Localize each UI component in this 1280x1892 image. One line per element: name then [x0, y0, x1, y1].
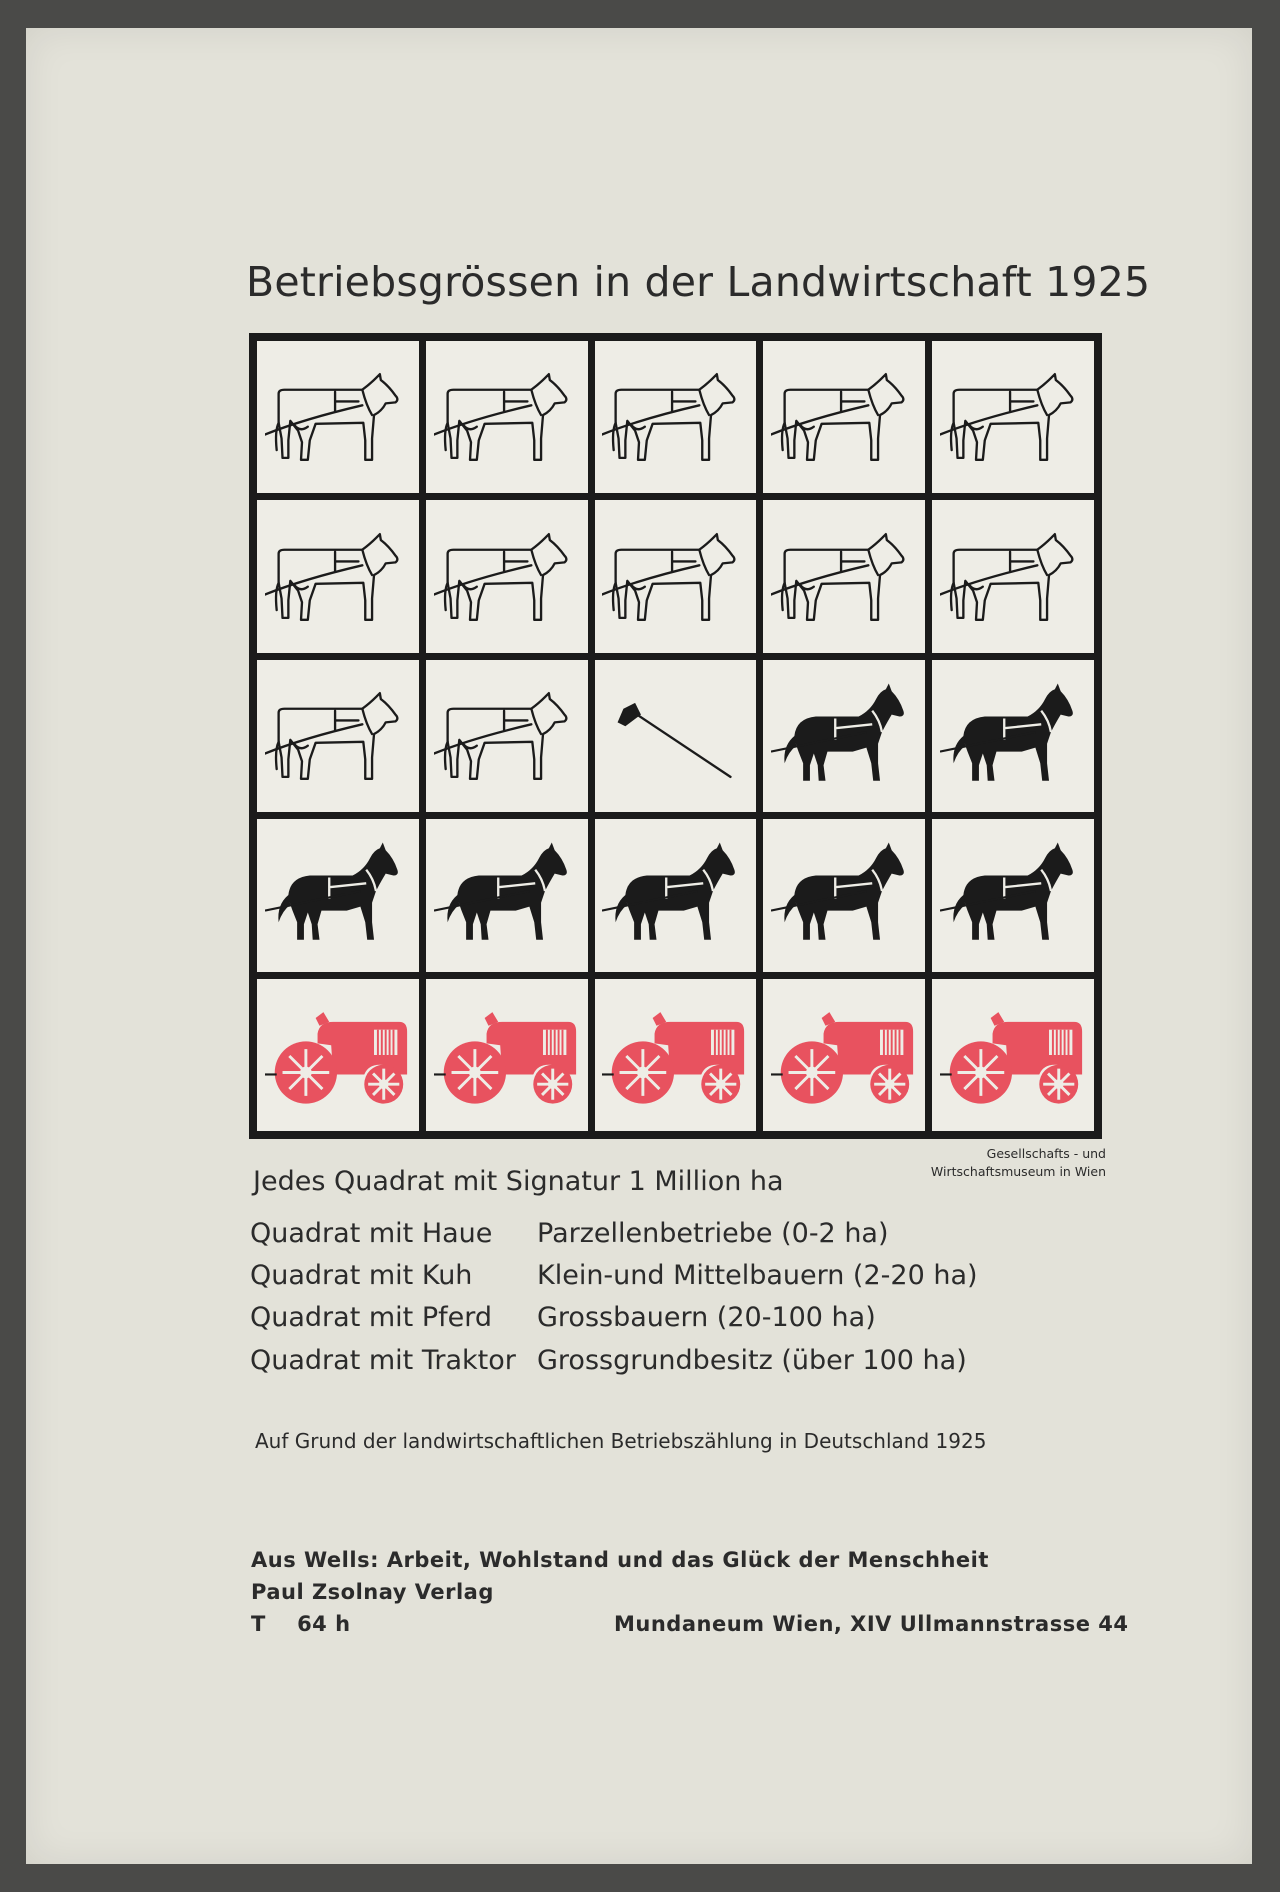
grid-cell-cow — [426, 660, 588, 812]
grid-cell-cow — [257, 660, 419, 812]
cow-icon — [602, 522, 748, 632]
grid-cell-cow — [595, 500, 757, 652]
grid-cell-tractor — [763, 979, 925, 1131]
grid-cell-cow — [763, 341, 925, 493]
legend-label: Quadrat mit Kuh — [250, 1260, 473, 1291]
grid-cell-cow — [426, 500, 588, 652]
horse-icon — [771, 681, 917, 791]
grid-cell-cow — [595, 341, 757, 493]
cow-icon — [940, 522, 1086, 632]
grid-cell-horse — [763, 819, 925, 971]
footer-publisher: Paul Zsolnay Verlag — [251, 1580, 494, 1604]
grid-cell-cow — [932, 341, 1094, 493]
grid-cell-tractor — [257, 979, 419, 1131]
tractor-icon — [265, 1000, 411, 1110]
legend-label: Quadrat mit Pferd — [250, 1302, 492, 1333]
legend-value: Grossgrundbesitz (über 100 ha) — [537, 1345, 967, 1376]
grid-cell-cow — [257, 500, 419, 652]
hoe-icon — [602, 681, 748, 791]
grid-cell-horse — [932, 660, 1094, 812]
sheet — [26, 28, 1252, 1864]
legend-value: Parzellenbetriebe (0-2 ha) — [537, 1218, 889, 1249]
footer-book: Aus Wells: Arbeit, Wohlstand und das Glück der Menschheit — [251, 1548, 989, 1572]
grid-cell-cow — [257, 341, 419, 493]
legend-value: Klein-und Mittelbauern (2-20 ha) — [537, 1260, 978, 1291]
pictogram-grid — [249, 333, 1102, 1139]
grid-cell-tractor — [932, 979, 1094, 1131]
cow-icon — [771, 362, 917, 472]
grid-cell-horse — [426, 819, 588, 971]
cow-icon — [434, 681, 580, 791]
footer-code: T 64 h — [251, 1612, 351, 1636]
grid-cell-horse — [763, 660, 925, 812]
footer-address: Mundaneum Wien, XIV Ullmannstrasse 44 — [614, 1612, 1129, 1636]
cow-icon — [265, 681, 411, 791]
grid-cell-hoe — [595, 660, 757, 812]
horse-icon — [434, 840, 580, 950]
credit — [876, 1145, 1106, 1181]
credit-line-2: Wirtschaftsmuseum in Wien — [930, 1164, 1106, 1179]
chart-title: Betriebsgrössen in der Landwirtschaft 1925 — [246, 258, 1151, 306]
legend-label: Quadrat mit Traktor — [250, 1345, 516, 1376]
grid-cell-horse — [932, 819, 1094, 971]
legend-header: Jedes Quadrat mit Signatur 1 Million ha — [253, 1166, 784, 1197]
grid-cells — [257, 341, 1094, 1131]
cow-icon — [940, 362, 1086, 472]
grid-cell-horse — [257, 819, 419, 971]
legend-value: Grossbauern (20-100 ha) — [537, 1302, 876, 1333]
horse-icon — [771, 840, 917, 950]
horse-icon — [602, 840, 748, 950]
horse-icon — [940, 840, 1086, 950]
tractor-icon — [940, 1000, 1086, 1110]
cow-icon — [434, 522, 580, 632]
cow-icon — [434, 362, 580, 472]
tractor-icon — [771, 1000, 917, 1110]
legend-label: Quadrat mit Haue — [250, 1218, 493, 1249]
cow-icon — [771, 522, 917, 632]
grid-cell-cow — [426, 341, 588, 493]
horse-icon — [940, 681, 1086, 791]
cow-icon — [265, 362, 411, 472]
grid-cell-tractor — [426, 979, 588, 1131]
grid-cell-horse — [595, 819, 757, 971]
grid-cell-cow — [763, 500, 925, 652]
grid-cell-cow — [932, 500, 1094, 652]
cow-icon — [602, 362, 748, 472]
credit-line-1: Gesellschafts - und — [986, 1146, 1106, 1161]
horse-icon — [265, 840, 411, 950]
cow-icon — [265, 522, 411, 632]
tractor-icon — [602, 1000, 748, 1110]
source-note: Auf Grund der landwirtschaftlichen Betriebszählung in Deutschland 1925 — [255, 1429, 987, 1453]
grid-cell-tractor — [595, 979, 757, 1131]
tractor-icon — [434, 1000, 580, 1110]
